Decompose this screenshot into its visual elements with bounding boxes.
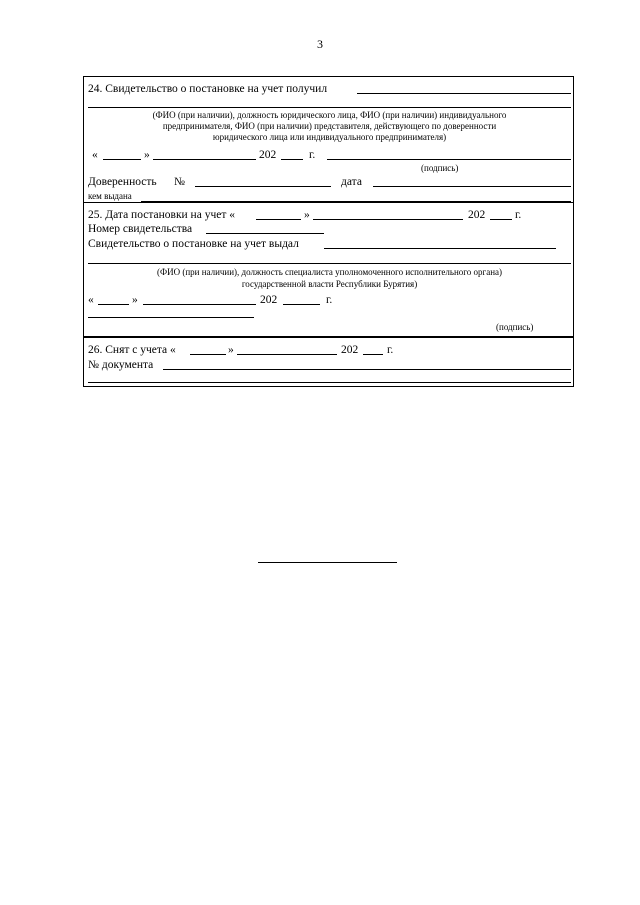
section-26-title: 26. Снят с учета « [88,344,176,356]
reg-day-field[interactable] [256,219,301,220]
dereg-year-suffix: г. [387,344,394,356]
section-25-title: 25. Дата постановки на учет « [88,209,235,221]
cert-number-field[interactable] [206,233,324,234]
issuer-field-2[interactable] [88,263,571,264]
section-24-note-2: предпринимателя, ФИО (при наличии) представителя, действующего по доверенности [162,121,497,131]
cert-number-label: Номер свидетельства [88,223,193,235]
recipient-line[interactable] [357,93,571,94]
number-sign: № [174,176,185,188]
section-25-note-1: (ФИО (при наличии), должность специалиста уполномоченного исполнительного органа) [156,267,503,277]
issuer-signature-label: (подпись) [496,322,534,332]
section-24-box [83,76,574,203]
year-field[interactable] [281,159,303,160]
dereg-year-prefix: 202 [341,344,359,356]
day-field[interactable] [103,159,141,160]
section-24-note-3: юридического лица или индивидуального предпринимателя) [212,132,447,142]
reg-year-field[interactable] [490,219,512,220]
signature-label: (подпись) [421,163,459,173]
section-26-box [83,337,574,387]
month-field[interactable] [153,159,256,160]
dereg-day-field[interactable] [190,354,226,355]
reg-year-prefix: 202 [468,209,486,221]
issued-by-label: кем выдана [88,191,132,201]
recipient-line-2[interactable] [88,107,571,108]
section-24-note-1: (ФИО (при наличии), должность юридического лица, ФИО (при наличии) индивидуального [152,110,507,120]
end-separator-line [258,562,397,563]
year-prefix: 202 [259,149,277,161]
year-suffix: г. [309,149,316,161]
section-26-title-close: » [228,344,234,356]
dereg-year-field[interactable] [363,354,383,355]
issue-year-suffix: г. [326,294,333,306]
issuer-field[interactable] [324,248,556,249]
issue-year-field[interactable] [283,304,320,305]
attorney-number-field[interactable] [195,186,331,187]
reg-month-field[interactable] [313,219,463,220]
doc-number-label: № документа [88,359,154,371]
page-number: 3 [317,37,323,51]
issue-year-prefix: 202 [260,294,278,306]
issuer-signature-field[interactable] [88,317,254,318]
doc-number-field-2[interactable] [88,382,571,383]
reg-year-suffix: г. [515,209,522,221]
doc-number-field[interactable] [163,369,571,370]
issued-label: Свидетельство о постановке на учет выдал [88,238,299,250]
attorney-date-field[interactable] [373,186,571,187]
issue-date-open-quote: « [88,294,94,306]
date-open-quote: « [92,149,98,161]
section-25-note-2: государственной власти Республики Бурятия) [241,279,418,289]
section-24-title: 24. Свидетельство о постановке на учет получил [88,83,328,95]
power-of-attorney-label: Доверенность [88,176,157,188]
issued-by-field[interactable] [141,201,571,202]
section-25-box [83,203,574,337]
section-25-title-close: » [304,209,310,221]
signature-field[interactable] [327,159,571,160]
issue-day-field[interactable] [98,304,129,305]
date-close-quote: » [144,149,150,161]
date-label: дата [341,176,362,188]
dereg-month-field[interactable] [237,354,337,355]
issue-month-field[interactable] [143,304,256,305]
issue-date-close-quote: » [132,294,138,306]
